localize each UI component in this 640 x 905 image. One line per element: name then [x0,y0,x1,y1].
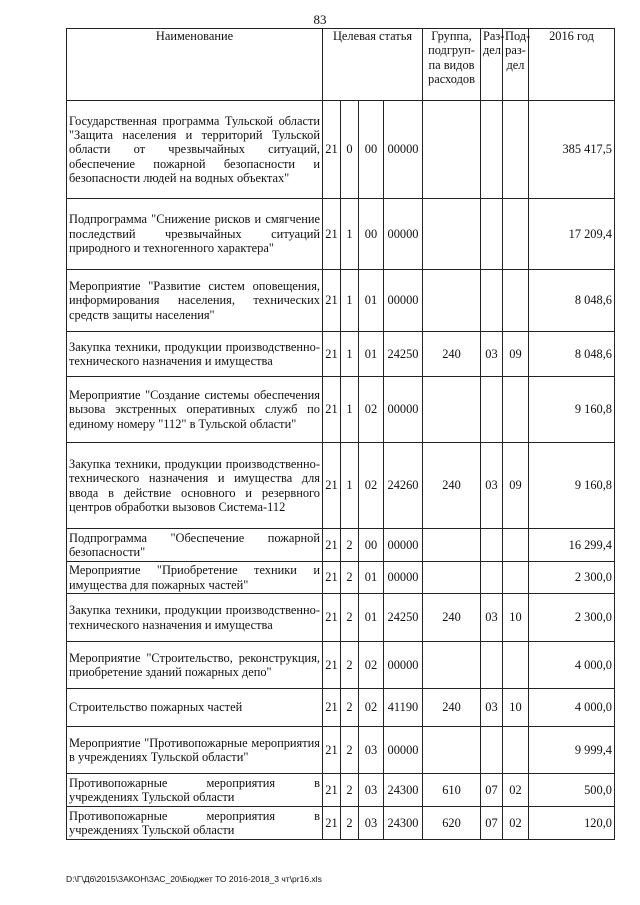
target-code-program: 21 [323,199,341,270]
amount-2016-cell: 9 160,8 [529,443,615,529]
amount-2016-cell: 17 209,4 [529,199,615,270]
table-row [67,101,615,199]
target-code-subprogram: 2 [341,529,359,562]
amount-2016-cell: 9 999,4 [529,727,615,774]
row-name: Государственная программа Тульской области "Защита населения и территорий Тульской области от чрезвычайных ситуаций, обеспечение пожарной безопасности и безопасности людей на водных объектах" [67,101,323,199]
amount-2016-cell: 9 160,8 [529,377,615,443]
section-cell: 03 [481,689,503,727]
table-row [67,689,615,727]
table-row [67,199,615,270]
target-code-measure: 02 [359,443,384,529]
target-code-program: 21 [323,377,341,443]
target-code-program: 21 [323,332,341,377]
target-code-direction: 24300 [384,807,423,840]
subsection-cell [503,529,529,562]
expense-group-cell [423,270,481,332]
table-row [67,562,615,594]
subsection-cell: 02 [503,774,529,807]
target-code-direction: 00000 [384,270,423,332]
target-code-measure: 01 [359,594,384,642]
target-code-program: 21 [323,807,341,840]
subsection-cell: 09 [503,443,529,529]
amount-2016-cell: 8 048,6 [529,270,615,332]
expense-group-cell: 240 [423,689,481,727]
row-name: Мероприятие "Развитие систем оповещения, информирования населения, технических средств защиты населения" [67,270,323,332]
target-code-program: 21 [323,689,341,727]
target-code-measure: 03 [359,727,384,774]
subsection-cell [503,101,529,199]
table-row [67,774,615,807]
target-code-direction: 00000 [384,101,423,199]
section-cell [481,377,503,443]
target-code-program: 21 [323,101,341,199]
file-path-footer: D:\Г\Д6\2015\ЗАКОН\ЗАС_20\Бюджет ТО 2016-2018_3 чт\pr16.xls [66,874,322,884]
amount-2016-cell: 385 417,5 [529,101,615,199]
expense-group-cell [423,101,481,199]
table-row [67,443,615,529]
target-code-subprogram: 1 [341,443,359,529]
subsection-cell [503,562,529,594]
section-cell [481,199,503,270]
target-code-program: 21 [323,594,341,642]
table-row [67,642,615,689]
target-code-subprogram: 0 [341,101,359,199]
subsection-cell: 09 [503,332,529,377]
target-code-program: 21 [323,270,341,332]
target-code-measure: 00 [359,101,384,199]
row-name: Мероприятие "Противопожарные мероприятия в учреждениях Тульской области" [67,727,323,774]
row-name: Противопожарные мероприятия в учреждениях Тульской области [67,807,323,840]
target-code-direction: 24260 [384,443,423,529]
target-code-measure: 01 [359,270,384,332]
table-row [67,529,615,562]
row-name: Закупка техники, продукции производственно-технического назначения и имущества [67,594,323,642]
expense-group-cell [423,727,481,774]
target-code-subprogram: 1 [341,199,359,270]
row-name: Закупка техники, продукции производственно-технического назначения и имущества для ввода в действие основного и резервного центров обработки вызовов Система-112 [67,443,323,529]
row-name: Подпрограмма "Обеспечение пожарной безопасности" [67,529,323,562]
target-code-program: 21 [323,727,341,774]
target-code-program: 21 [323,529,341,562]
section-cell [481,101,503,199]
target-code-measure: 01 [359,332,384,377]
target-code-subprogram: 2 [341,562,359,594]
header-name: Наименование [67,29,323,101]
target-code-subprogram: 2 [341,774,359,807]
section-cell: 03 [481,443,503,529]
target-code-direction: 00000 [384,377,423,443]
target-code-subprogram: 1 [341,270,359,332]
header-expense-group: Группа, подгруп-па видов расходов [423,29,481,101]
table-row [67,332,615,377]
section-cell [481,727,503,774]
header-target-article: Целевая статья [323,29,423,101]
target-code-program: 21 [323,642,341,689]
row-name: Мероприятие "Приобретение техники и имущества для пожарных частей" [67,562,323,594]
row-name: Закупка техники, продукции производственно-технического назначения и имущества [67,332,323,377]
target-code-measure: 02 [359,642,384,689]
amount-2016-cell: 8 048,6 [529,332,615,377]
target-code-measure: 02 [359,377,384,443]
section-cell [481,562,503,594]
amount-2016-cell: 500,0 [529,774,615,807]
subsection-cell [503,199,529,270]
expense-group-cell [423,377,481,443]
table-row [67,594,615,642]
expense-group-cell: 240 [423,332,481,377]
target-code-subprogram: 2 [341,689,359,727]
target-code-direction: 00000 [384,727,423,774]
expense-group-cell [423,562,481,594]
page-number: 83 [313,12,327,27]
table-row [67,727,615,774]
header-year-2016: 2016 год [529,29,615,101]
target-code-subprogram: 2 [341,807,359,840]
amount-2016-cell: 16 299,4 [529,529,615,562]
target-code-subprogram: 2 [341,594,359,642]
amount-2016-cell: 4 000,0 [529,689,615,727]
subsection-cell: 02 [503,807,529,840]
target-code-measure: 02 [359,689,384,727]
row-name: Противопожарные мероприятия в учреждениях Тульской области [67,774,323,807]
target-code-program: 21 [323,774,341,807]
section-cell: 03 [481,594,503,642]
target-code-direction: 24250 [384,332,423,377]
target-code-measure: 03 [359,807,384,840]
row-name: Мероприятие "Создание системы обеспечения вызова экстренных оперативных служб по единому номеру "112" в Тульской области" [67,377,323,443]
subsection-cell [503,270,529,332]
expense-group-cell: 610 [423,774,481,807]
target-code-direction: 41190 [384,689,423,727]
target-code-measure: 00 [359,199,384,270]
target-code-direction: 00000 [384,642,423,689]
expense-group-cell [423,199,481,270]
expense-group-cell: 240 [423,594,481,642]
target-code-measure: 01 [359,562,384,594]
section-cell: 07 [481,774,503,807]
section-cell [481,270,503,332]
row-name: Строительство пожарных частей [67,689,323,727]
target-code-subprogram: 2 [341,642,359,689]
target-code-measure: 03 [359,774,384,807]
subsection-cell: 10 [503,594,529,642]
amount-2016-cell: 2 300,0 [529,594,615,642]
target-code-program: 21 [323,562,341,594]
row-name: Мероприятие "Строительство, реконструкция, приобретение зданий пожарных депо" [67,642,323,689]
amount-2016-cell: 2 300,0 [529,562,615,594]
expense-group-cell [423,642,481,689]
expense-group-cell: 620 [423,807,481,840]
row-name: Подпрограмма "Снижение рисков и смягчение последствий чрезвычайных ситуаций природного и техногенного характера" [67,199,323,270]
target-code-program: 21 [323,443,341,529]
header-section: Раз-дел [481,29,503,101]
target-code-direction: 24300 [384,774,423,807]
table-row [67,807,615,840]
section-cell: 07 [481,807,503,840]
section-cell: 03 [481,332,503,377]
target-code-direction: 00000 [384,529,423,562]
target-code-subprogram: 1 [341,377,359,443]
target-code-direction: 00000 [384,562,423,594]
expense-group-cell [423,529,481,562]
header-subsection: Под-раз-дел [503,29,529,101]
section-cell [481,529,503,562]
subsection-cell: 10 [503,689,529,727]
amount-2016-cell: 120,0 [529,807,615,840]
amount-2016-cell: 4 000,0 [529,642,615,689]
table-row [67,377,615,443]
budget-table [66,28,615,840]
target-code-measure: 00 [359,529,384,562]
subsection-cell [503,377,529,443]
section-cell [481,642,503,689]
header-row [67,29,615,101]
target-code-direction: 00000 [384,199,423,270]
subsection-cell [503,727,529,774]
target-code-subprogram: 1 [341,332,359,377]
subsection-cell [503,642,529,689]
table-row [67,270,615,332]
target-code-subprogram: 2 [341,727,359,774]
target-code-direction: 24250 [384,594,423,642]
expense-group-cell: 240 [423,443,481,529]
